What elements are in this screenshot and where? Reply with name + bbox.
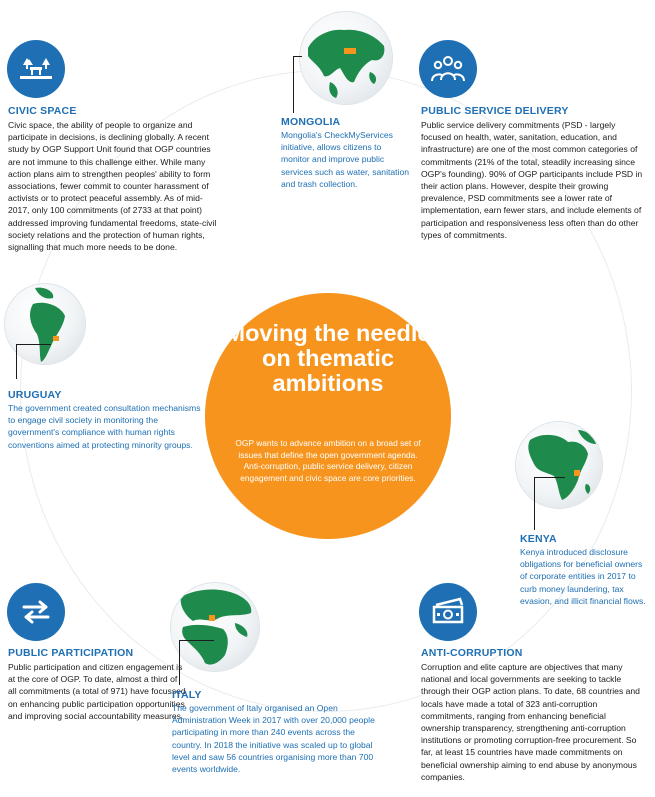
italy-pointer bbox=[179, 640, 214, 685]
center-circle bbox=[205, 293, 451, 539]
kenya-text: Kenya introduced disclosure obligations for beneficial owners of corporate entities in 2017 to curb money laundering, tax evasion, and illicit financial flows. bbox=[520, 547, 646, 606]
civic-space-title: CIVIC SPACE bbox=[8, 105, 77, 117]
italy-text: The government of Italy organised an Open Administration Week in 2017 with over 20,000 people participating in more than 240 events across the country. In 2018 the initiative was scaled up to global level and saw 56 countries organising more than 700 events worldwide. bbox=[172, 703, 375, 775]
public-service-text: Public service delivery commitments (PSD - largely focused on health, water, sanitation, education, and infrastructure) are one of the most common categories of commitments (21% of the total, steadily increasing since OGP's founding). 90% of OGP participants include PSD in their action plans. However, despite their growing prevalence, PSD commitments see a lower rate of implementation, earn fewer stars, and include elements of participation and responsiveness less often than do other types of commitments. bbox=[421, 120, 643, 240]
public-service-title: PUBLIC SERVICE DELIVERY bbox=[421, 105, 569, 117]
anti-corruption-title: ANTI-CORRUPTION bbox=[421, 647, 523, 659]
center-title: Moving the needle on thematic ambitions bbox=[225, 320, 431, 396]
people-icon bbox=[419, 40, 477, 98]
uruguay-text: The government created consultation mechanisms to engage civil society in monitoring the government's compliance with human rights conventions aimed at protecting minority groups. bbox=[8, 403, 201, 450]
public-participation-title: PUBLIC PARTICIPATION bbox=[8, 647, 134, 659]
cash-hand-icon bbox=[419, 583, 477, 641]
mongolia-pointer bbox=[293, 56, 302, 113]
kenya-pointer bbox=[534, 477, 565, 530]
exchange-arrows-icon bbox=[7, 583, 65, 641]
civic-space-text: Civic space, the ability of people to organize and participate in decisions, is declining globally. A recent study by OGP Support Unit found that OGP countries are not immune to this challenge either. While many action plans aim to strengthen peoples' ability to form associations, fewer commit to counter harassment of activists or to protect peaceful assembly. As of mid-2017, only 100 commitments (of 2733 at that point) addressed improving fundamental freedoms, state-civil society relations and the protection of human rights, signalling that much more needs to be done. bbox=[8, 120, 217, 253]
uruguay-title: URUGUAY bbox=[8, 389, 62, 401]
kenya-title: KENYA bbox=[520, 533, 557, 545]
public-participation-text: Public participation and citizen engagement is at the core of OGP. To date, almost a third of all commitments (a total of 971) have focussed on enhancing public participation opportunities and improving social accountability measures. bbox=[8, 662, 186, 721]
italy-title: ITALY bbox=[172, 689, 202, 701]
uruguay-pointer bbox=[16, 344, 51, 379]
center-text: OGP wants to advance ambition on a broad set of issues that define the open government agenda. Anti-corruption, public service delivery, citizen engagement and civic space are core priorities. bbox=[235, 438, 421, 483]
anti-corruption-text: Corruption and elite capture are objectives that many national and local governments are seeking to tackle through their OGP action plans. To date, 68 countries and locals have made a total of 323 anti-corruption commitments, ranging from enhancing beneficial ownership transparency, strengthening anti-corruption institutions or promoting corruption-free procurement. So far, at least 15 countries have made commitments on beneficial ownership aiming to end abuse by anonymous companies. bbox=[421, 662, 640, 782]
mongolia-globe bbox=[300, 12, 392, 104]
mongolia-title: MONGOLIA bbox=[281, 116, 341, 128]
civic-space-icon bbox=[7, 40, 65, 98]
mongolia-text: Mongolia's CheckMyServices initiative, allows citizens to monitor and improve public services such as water, sanitation and trash collection. bbox=[281, 130, 410, 189]
